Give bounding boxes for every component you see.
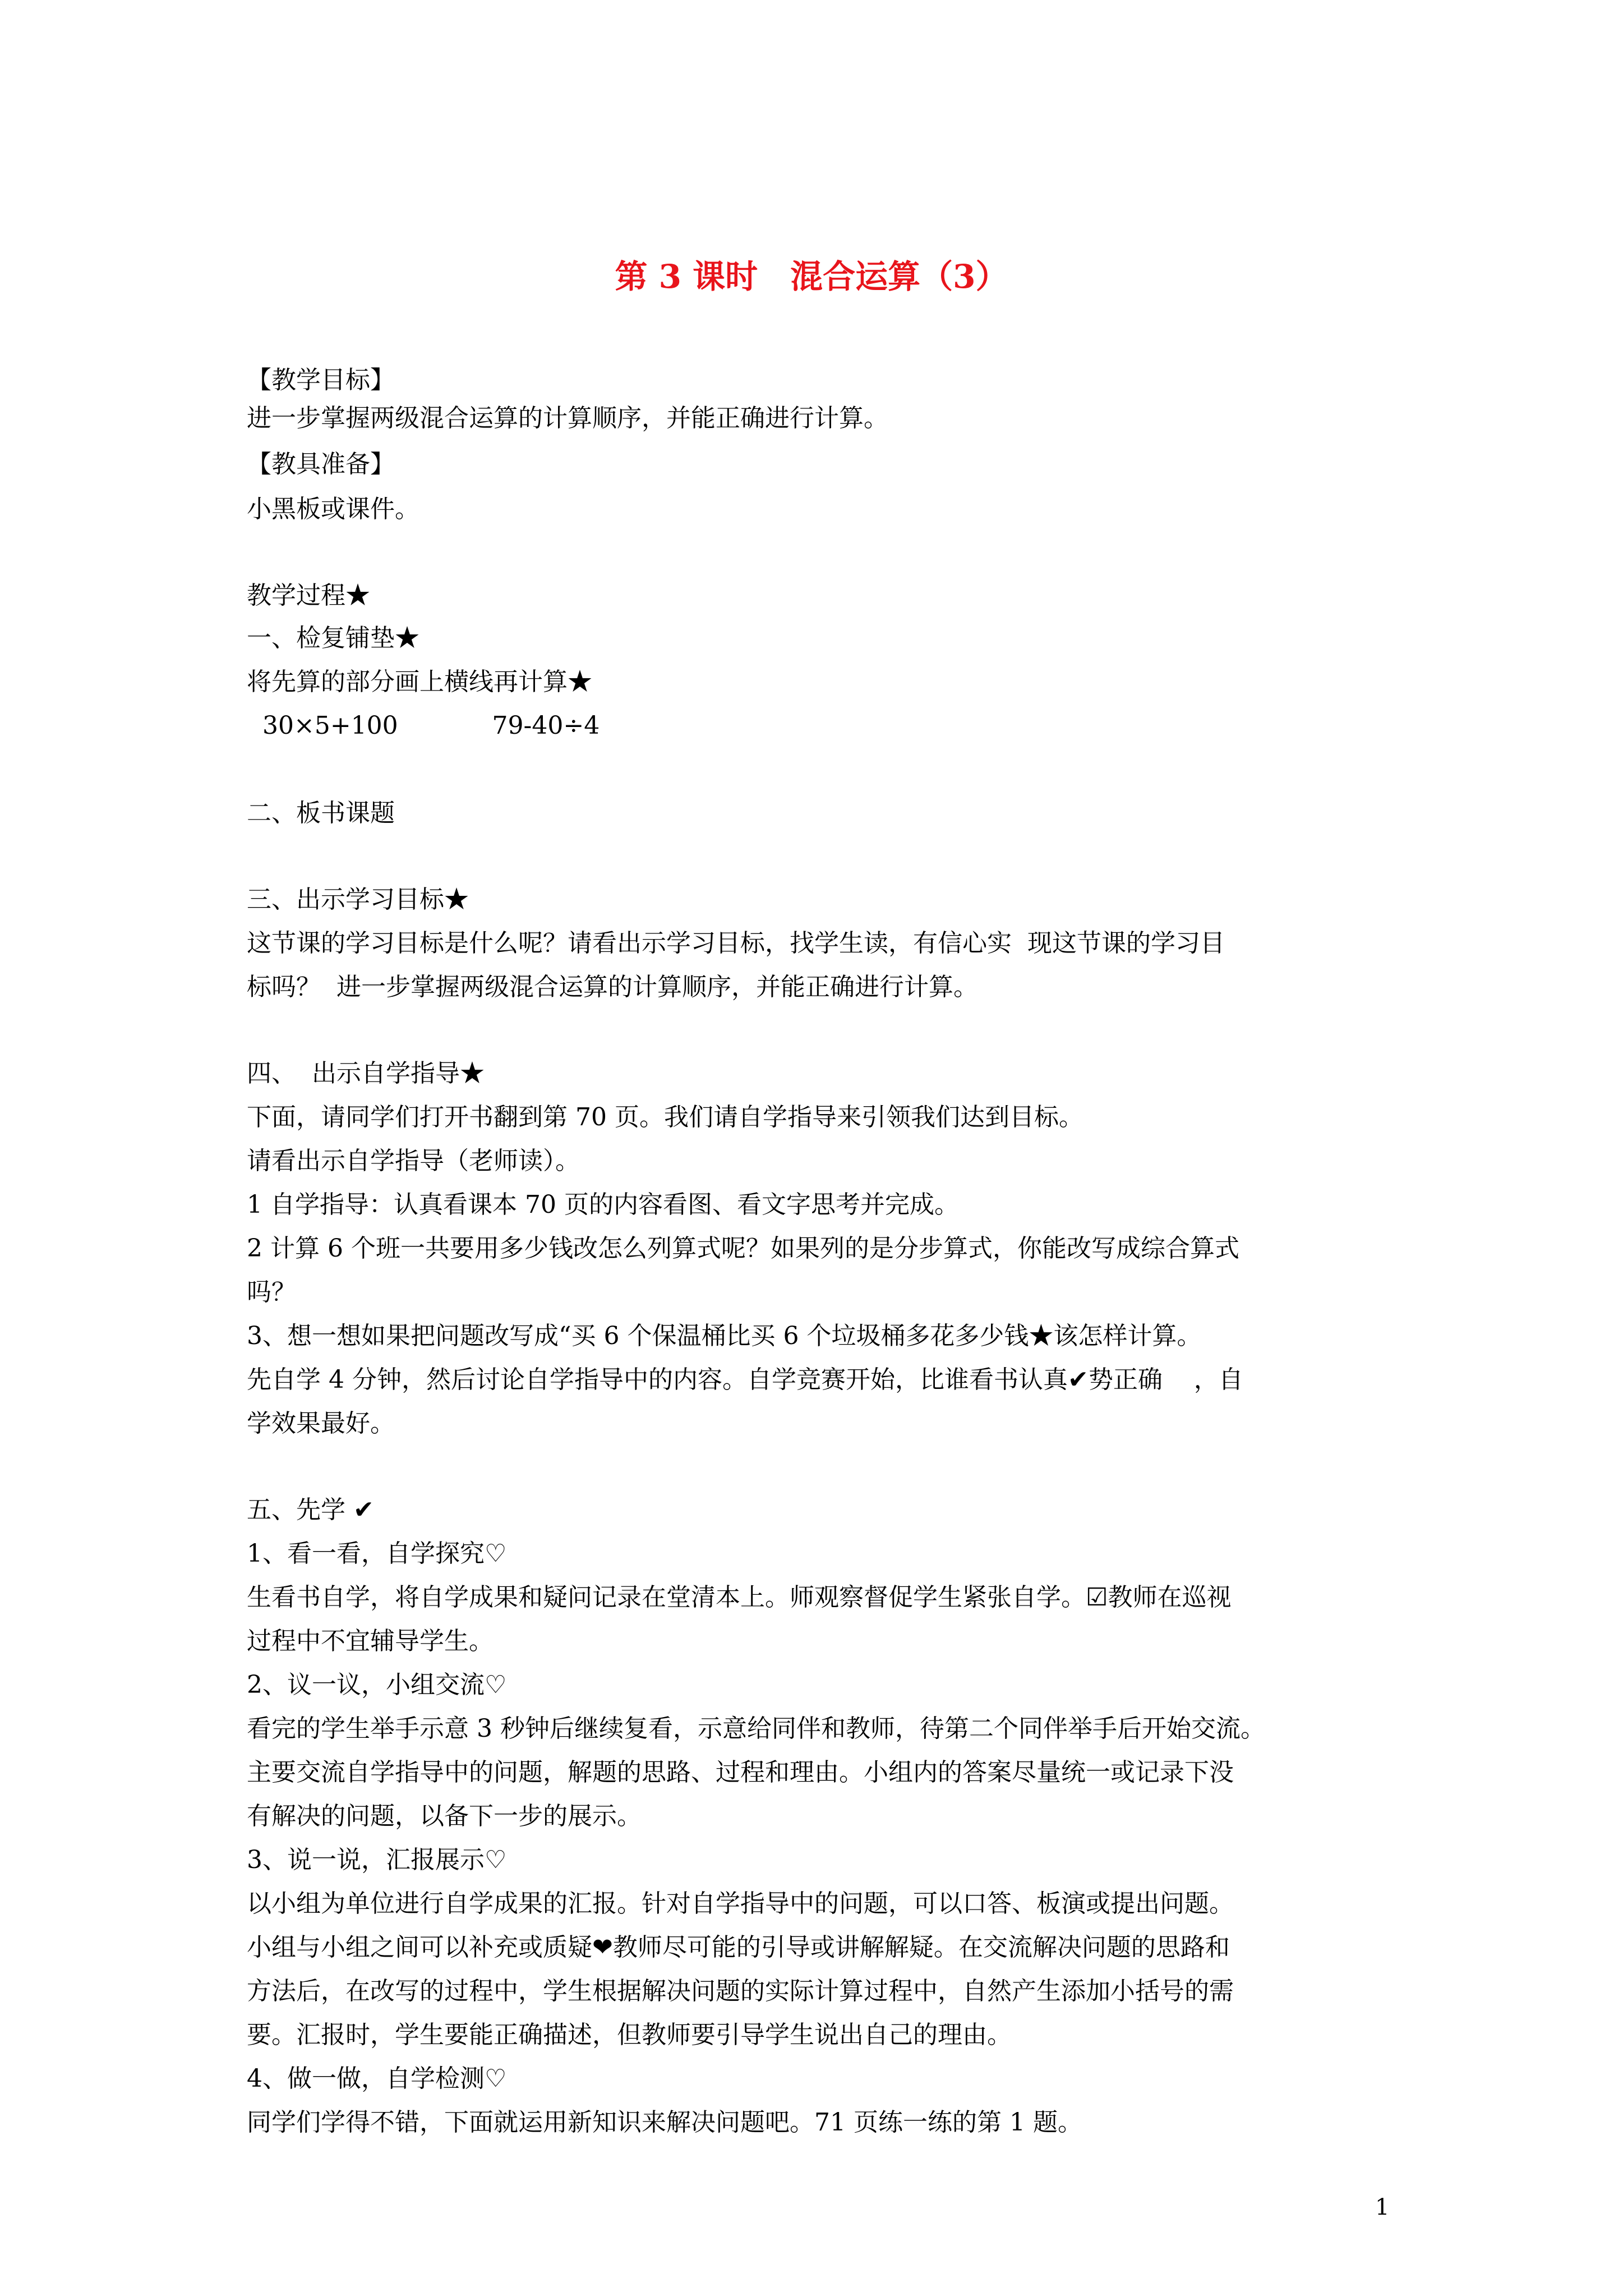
substep-heading: 2、议一议，小组交流♡ xyxy=(247,1671,507,1699)
paragraph-line: 1 自学指导：认真看课本 70 页的内容看图、看文字思考并完成。 xyxy=(247,1190,959,1219)
lesson-title: 第 3 课时 混合运算（3） xyxy=(615,257,1008,296)
paragraph-line: 标吗？ 进一步掌握两级混合运算的计算顺序，并能正确进行计算。 xyxy=(247,973,978,1001)
paragraph-line: 以小组为单位进行自学成果的汇报。针对自学指导中的问题，可以口答、板演或提出问题。 xyxy=(247,1889,1234,1918)
paragraph-line: 方法后，在改写的过程中，学生根据解决问题的实际计算过程中，自然产生添加小括号的需 xyxy=(247,1977,1234,2005)
paragraph-line: 看完的学生举手示意 3 秒钟后继续复看，示意给同伴和教师，待第二个同伴举手后开始交流。 xyxy=(247,1714,1265,1743)
page-number: 1 xyxy=(1375,2194,1390,2220)
paragraph-line: 学效果最好。 xyxy=(247,1409,395,1438)
step-three-heading: 三、出示学习目标★ xyxy=(247,885,469,914)
paragraph-line: 这节课的学习目标是什么呢？请看出示学习目标，找学生读，有信心实 现这节课的学习目 xyxy=(247,929,1225,958)
paragraph-line: 有解决的问题，以备下一步的展示。 xyxy=(247,1802,642,1830)
materials-text: 小黑板或课件。 xyxy=(247,495,419,523)
paragraph-line: 要。汇报时，学生要能正确描述，但教师要引导学生说出自己的理由。 xyxy=(247,2021,1012,2049)
substep-heading: 4、做一做，自学检测♡ xyxy=(247,2064,507,2093)
paragraph-line: 2 计算 6 个班一共要用多少钱改怎么列算式呢？如果列的是分步算式，你能改写成综合算式 xyxy=(247,1234,1239,1263)
process-heading: 教学过程★ xyxy=(247,581,370,610)
paragraph-line: 过程中不宜辅导学生。 xyxy=(247,1627,494,1655)
paragraph-line: 下面，请同学们打开书翻到第 70 页。我们请自学指导来引领我们达到目标。 xyxy=(247,1103,1083,1131)
step-one-heading: 一、检复铺垫★ xyxy=(247,624,419,652)
substep-heading: 1、看一看，自学探究♡ xyxy=(247,1539,507,1568)
step-one-expressions: 30×5+100 79-40÷4 xyxy=(247,711,600,740)
paragraph-line: 先自学 4 分钟，然后讨论自学指导中的内容。自学竞赛开始，比谁看书认真✔势正确 ，自 xyxy=(247,1365,1243,1394)
paragraph-line: 小组与小组之间可以补充或质疑❤教师尽可能的引导或讲解解疑。在交流解决问题的思路和 xyxy=(247,1933,1230,1962)
step-one-instruction: 将先算的部分画上横线再计算★ xyxy=(247,668,592,696)
objectives-text: 进一步掌握两级混合运算的计算顺序，并能正确进行计算。 xyxy=(247,404,888,432)
section-heading-objectives: 【教学目标】 xyxy=(247,366,395,394)
substep-heading: 3、说一说，汇报展示♡ xyxy=(247,1846,507,1874)
paragraph-line: 生看书自学，将自学成果和疑问记录在堂清本上。师观察督促学生紧张自学。☑教师在巡视 xyxy=(247,1583,1232,1612)
section-heading-materials: 【教具准备】 xyxy=(247,450,395,478)
paragraph-line: 同学们学得不错，下面就运用新知识来解决问题吧。71 页练一练的第 1 题。 xyxy=(247,2108,1082,2137)
paragraph-line: 请看出示自学指导（老师读）。 xyxy=(247,1147,580,1175)
paragraph-line: 主要交流自学指导中的问题，解题的思路、过程和理由。小组内的答案尽量统一或记录下没 xyxy=(247,1758,1234,1787)
step-two-heading: 二、板书课题 xyxy=(247,799,395,827)
paragraph-line: 3、想一想如果把问题改写成“买 6 个保温桶比买 6 个垃圾桶多花多少钱★该怎样计算。 xyxy=(247,1322,1202,1350)
step-five-heading: 五、先学 ✔ xyxy=(247,1496,374,1524)
step-four-heading: 四、 出示自学指导★ xyxy=(247,1059,485,1088)
paragraph-line: 吗？ xyxy=(247,1278,296,1306)
